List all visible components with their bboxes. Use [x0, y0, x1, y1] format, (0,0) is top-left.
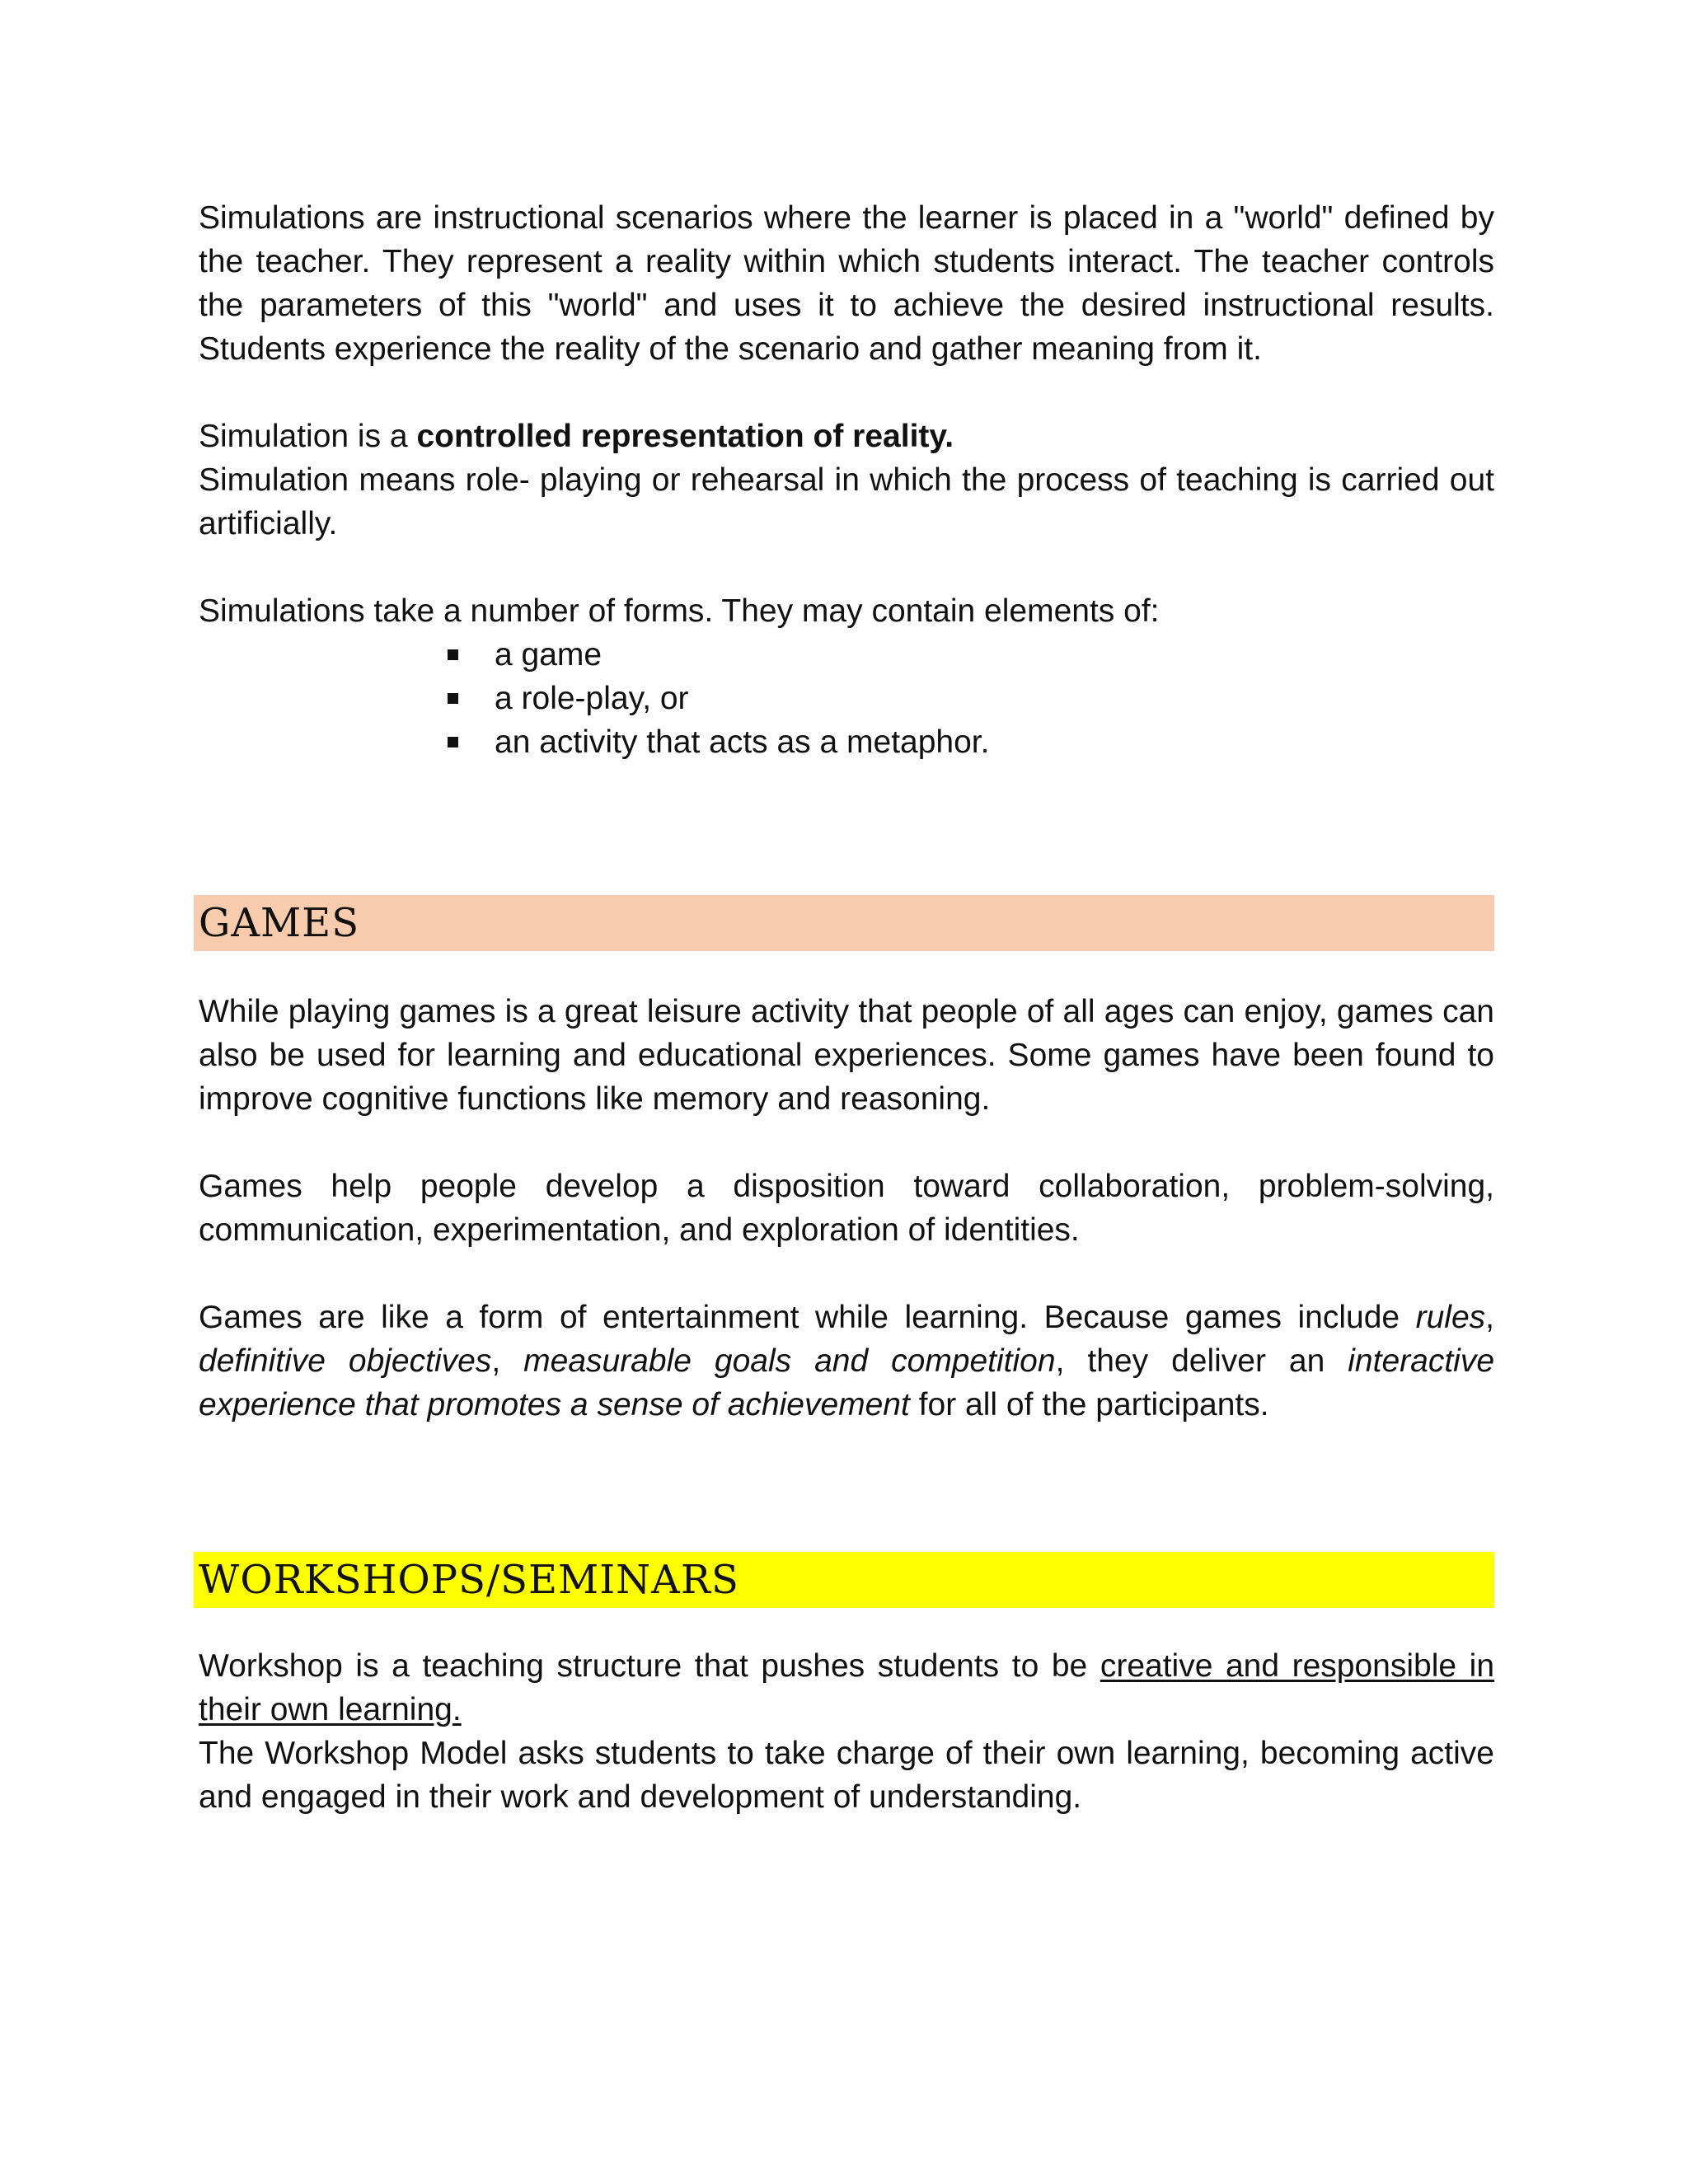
list-item-text: a game [495, 637, 603, 673]
games-p3-italic-goals: measurable goals and competition [523, 1343, 1056, 1379]
games-heading-bar [194, 895, 1494, 951]
document-page [199, 196, 1494, 1819]
simulation-role-play-paragraph: Simulation means role- playing or rehearsal in which the process of teaching is carried out artificially. [199, 462, 1494, 541]
workshops-paragraph-1 [199, 1644, 1494, 1732]
games-p3-text-5: for all of the participants. [909, 1387, 1269, 1422]
games-p3-italic-objectives: definitive objectives [199, 1343, 492, 1379]
simulation-forms-list [199, 633, 1494, 764]
workshops-heading: WORKSHOPS/SEMINARS [199, 1557, 739, 1603]
games-paragraph-2: Games help people develop a disposition toward collaboration, problem-solving, communication, experimentation, and exploration of identities. [199, 1169, 1494, 1248]
spacer [199, 1427, 1494, 1552]
simulations-intro-paragraph: Simulations are instructional scenarios where the learner is placed in a "world" defined by the teacher. They represent a reality within which students interact. The teacher controls the parameters of this "world" and uses it to achieve the desired instructional results. Students experience the reality of the scenario and gather meaning from it. [199, 200, 1494, 367]
spacer [199, 951, 1494, 990]
games-p3-text-1: Games are like a form of entertainment while learning. Because games include [199, 1300, 1416, 1335]
list-item-text: an activity that acts as a metaphor. [495, 724, 990, 760]
spacer [199, 1252, 1494, 1296]
list-item [199, 720, 1494, 764]
games-p3-text-3: , [491, 1343, 524, 1379]
list-item [199, 633, 1494, 677]
spacer [199, 764, 1494, 895]
square-bullet-icon [448, 737, 458, 748]
workshops-heading-bar [194, 1552, 1494, 1608]
workshops-p1-prefix: Workshop is a teaching structure that pushes students to be [199, 1648, 1100, 1684]
simulation-definition-paragraph [199, 415, 1494, 458]
games-p3-italic-rules: rules [1415, 1300, 1486, 1335]
games-paragraph-3 [199, 1296, 1494, 1427]
workshops-p1-underlined: creative and responsible in their own learning. [199, 1648, 1495, 1727]
definition-bold-text: controlled representation of reality. [416, 419, 954, 454]
square-bullet-icon [448, 693, 458, 704]
square-bullet-icon [448, 649, 458, 660]
spacer [199, 1608, 1494, 1644]
workshops-paragraph-2: The Workshop Model asks students to take charge of their own learning, becoming active and engaged in their work and development of understanding. [199, 1736, 1494, 1815]
games-p3-italic-experience: interactive experience that promotes a sense of achievement [199, 1343, 1495, 1422]
games-heading: GAMES [199, 900, 360, 946]
list-item [199, 677, 1494, 720]
spacer [199, 546, 1494, 589]
simulation-forms-intro: Simulations take a number of forms. They may contain elements of: [199, 593, 1160, 629]
spacer [199, 1121, 1494, 1165]
games-p3-text-4: , they deliver an [1055, 1343, 1348, 1379]
definition-prefix-text: Simulation is a [199, 419, 417, 454]
games-paragraph-1: While playing games is a great leisure activity that people of all ages can enjoy, games can also be used for learning and educational experiences. Some games have been found to improve cognitive functions like memory and reasoning. [199, 994, 1494, 1117]
list-item-text: a role-play, or [495, 681, 689, 716]
spacer [199, 371, 1494, 415]
games-p3-text-2: , [1485, 1300, 1494, 1335]
